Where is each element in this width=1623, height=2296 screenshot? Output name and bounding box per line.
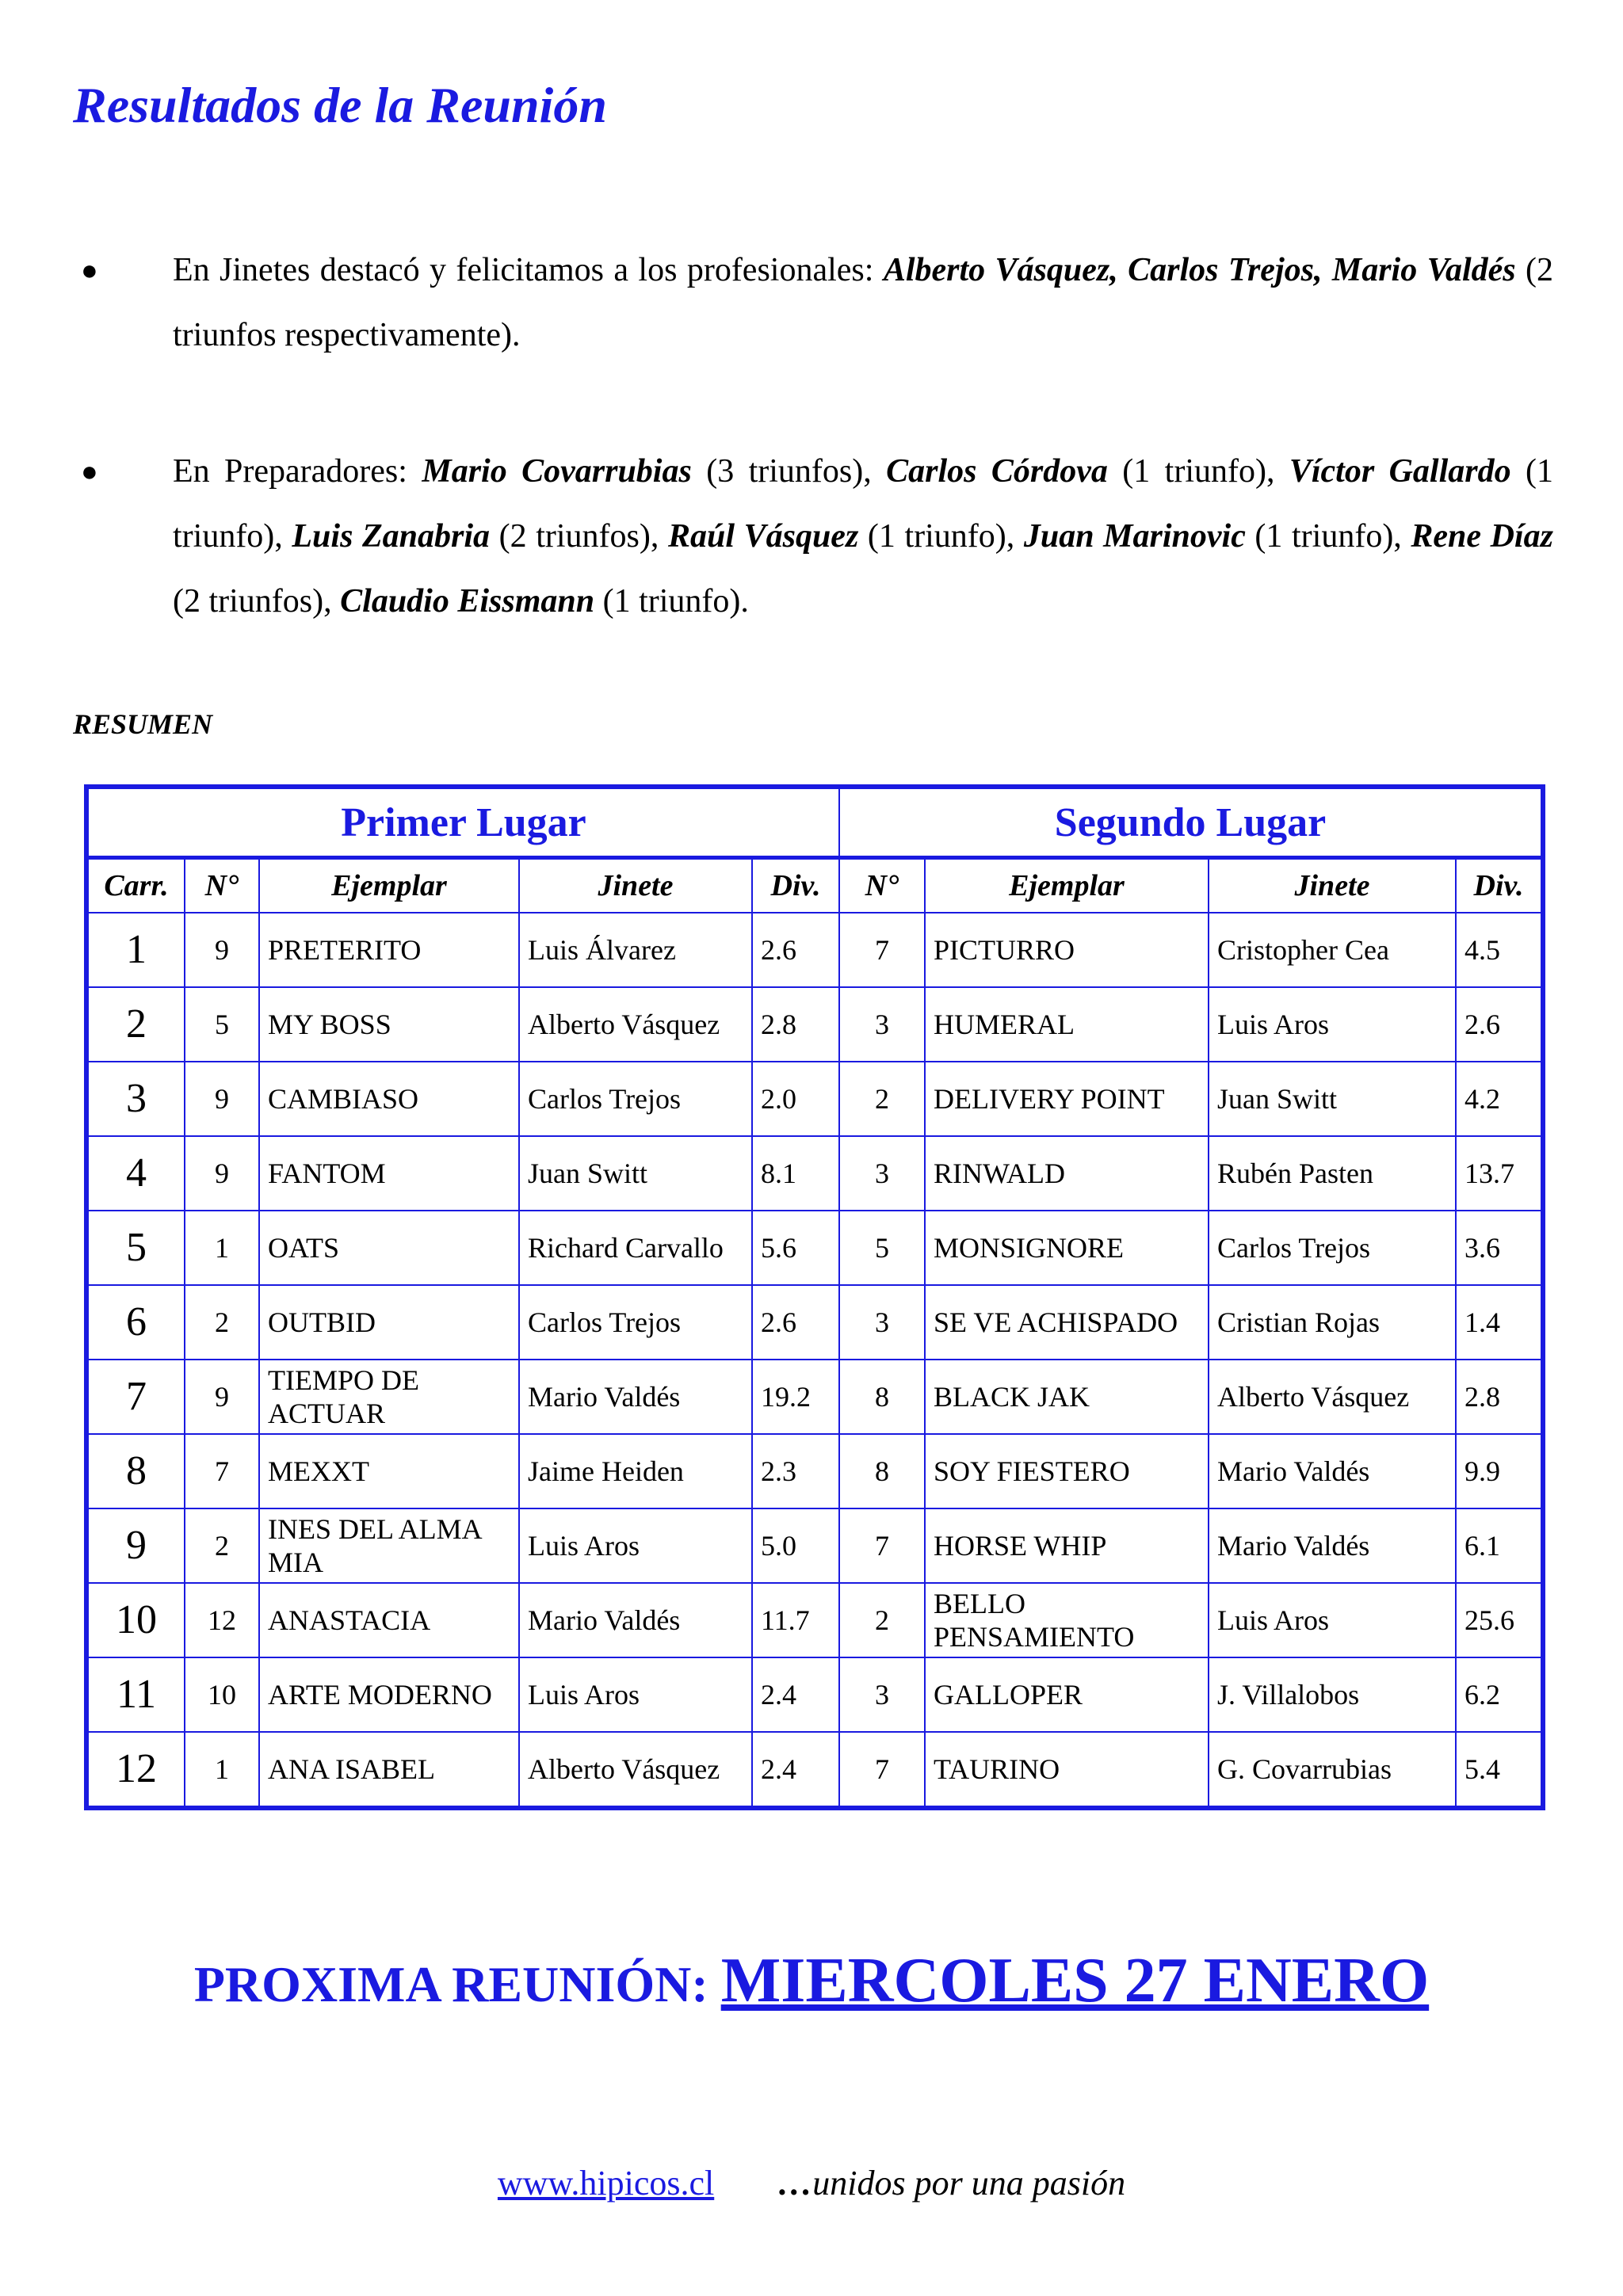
table-row (86, 1657, 1543, 1732)
results-body (86, 913, 1543, 1808)
bullet-text: (1 triunfo), (1245, 518, 1411, 555)
first-jockey: Carlos Trejos (519, 1285, 752, 1360)
first-dividend: 19.2 (752, 1360, 839, 1434)
horse-header: Ejemplar (925, 858, 1209, 913)
second-jockey: Cristopher Cea (1209, 913, 1456, 987)
first-horse-number: 9 (185, 1136, 259, 1211)
table-row (86, 1211, 1543, 1285)
first-horse: TIEMPO DE ACTUAR (259, 1360, 519, 1434)
second-horse-number: 2 (839, 1062, 925, 1136)
first-jockey: Alberto Vásquez (519, 1732, 752, 1808)
first-dividend: 2.3 (752, 1434, 839, 1508)
second-horse: SOY FIESTERO (925, 1434, 1209, 1508)
second-horse-number: 5 (839, 1211, 925, 1285)
trainer-name: Víctor Gallardo (1289, 453, 1511, 490)
second-horse-number: 3 (839, 1657, 925, 1732)
trainer-name: Juan Marinovic (1023, 518, 1246, 555)
second-jockey: G. Covarrubias (1209, 1732, 1456, 1808)
first-jockey: Juan Switt (519, 1136, 752, 1211)
second-horse: TAURINO (925, 1732, 1209, 1808)
first-dividend: 2.6 (752, 1285, 839, 1360)
bullet-icon: ● (81, 456, 98, 487)
footer (0, 2163, 1623, 2203)
race-number: 9 (86, 1508, 185, 1583)
bullet-text: (1 triunfo), (858, 518, 1024, 555)
table-row (86, 913, 1543, 987)
table-group-header (86, 787, 1543, 858)
bullet-text: (1 triunfo), (173, 453, 1553, 555)
next-meeting-label: PROXIMA REUNIÓN: (193, 1956, 721, 2012)
second-jockey: Mario Valdés (1209, 1434, 1456, 1508)
first-dividend: 5.0 (752, 1508, 839, 1583)
first-horse-number: 9 (185, 913, 259, 987)
first-horse: ARTE MODERNO (259, 1657, 519, 1732)
second-horse: BLACK JAK (925, 1360, 1209, 1434)
first-jockey: Luis Aros (519, 1657, 752, 1732)
first-jockey: Mario Valdés (519, 1583, 752, 1657)
second-jockey: Carlos Trejos (1209, 1211, 1456, 1285)
second-horse: RINWALD (925, 1136, 1209, 1211)
horse-header: Ejemplar (259, 858, 519, 913)
first-horse-number: 7 (185, 1434, 259, 1508)
number-header: N° (839, 858, 925, 913)
first-horse: OUTBID (259, 1285, 519, 1360)
first-horse-number: 10 (185, 1657, 259, 1732)
second-dividend: 9.9 (1456, 1434, 1543, 1508)
second-jockey: J. Villalobos (1209, 1657, 1456, 1732)
first-horse-number: 9 (185, 1062, 259, 1136)
next-meeting (0, 1945, 1623, 2017)
table-row (86, 987, 1543, 1062)
second-dividend: 2.6 (1456, 987, 1543, 1062)
race-number: 7 (86, 1360, 185, 1434)
bullet-text: (1 triunfo), (1107, 453, 1289, 490)
first-dividend: 2.8 (752, 987, 839, 1062)
first-jockey: Luis Aros (519, 1508, 752, 1583)
second-place-header: Segundo Lugar (839, 787, 1543, 858)
jockey-header: Jinete (519, 858, 752, 913)
first-jockey: Alberto Vásquez (519, 987, 752, 1062)
table-row (86, 1285, 1543, 1360)
bullet-text: (1 triunfo). (594, 583, 749, 620)
results-table (84, 784, 1545, 1810)
bullet-text: En Preparadores: (173, 453, 422, 490)
first-jockey: Mario Valdés (519, 1360, 752, 1434)
second-horse: MONSIGNORE (925, 1211, 1209, 1285)
first-horse-number: 1 (185, 1732, 259, 1808)
race-number: 12 (86, 1732, 185, 1808)
page-title: Resultados de la Reunión (73, 77, 607, 133)
second-horse-number: 8 (839, 1360, 925, 1434)
second-dividend: 4.2 (1456, 1062, 1543, 1136)
race-number: 5 (86, 1211, 185, 1285)
first-horse: PRETERITO (259, 913, 519, 987)
next-meeting-date: MIERCOLES 27 ENERO (720, 1946, 1430, 2016)
dividend-header: Div. (752, 858, 839, 913)
table-row (86, 1583, 1543, 1657)
second-horse: HORSE WHIP (925, 1508, 1209, 1583)
table-row (86, 1062, 1543, 1136)
first-dividend: 2.4 (752, 1732, 839, 1808)
second-horse: DELIVERY POINT (925, 1062, 1209, 1136)
jockeys-bullet (73, 238, 1553, 368)
second-horse-number: 8 (839, 1434, 925, 1508)
first-place-header: Primer Lugar (86, 787, 839, 858)
first-horse-number: 9 (185, 1360, 259, 1434)
second-jockey: Luis Aros (1209, 987, 1456, 1062)
first-horse: FANTOM (259, 1136, 519, 1211)
second-horse-number: 7 (839, 1508, 925, 1583)
dividend-header: Div. (1456, 858, 1543, 913)
second-dividend: 6.1 (1456, 1508, 1543, 1583)
second-horse: BELLO PENSAMIENTO (925, 1583, 1209, 1657)
second-horse: PICTURRO (925, 913, 1209, 987)
second-jockey: Luis Aros (1209, 1583, 1456, 1657)
trainer-name: Raúl Vásquez (667, 518, 859, 555)
first-jockey: Jaime Heiden (519, 1434, 752, 1508)
table-row (86, 1434, 1543, 1508)
second-horse-number: 2 (839, 1583, 925, 1657)
first-horse: MY BOSS (259, 987, 519, 1062)
race-header: Carr. (86, 858, 185, 913)
first-dividend: 2.0 (752, 1062, 839, 1136)
race-number: 6 (86, 1285, 185, 1360)
second-horse-number: 3 (839, 1285, 925, 1360)
race-number: 10 (86, 1583, 185, 1657)
table-row (86, 1508, 1543, 1583)
second-dividend: 25.6 (1456, 1583, 1543, 1657)
second-dividend: 6.2 (1456, 1657, 1543, 1732)
first-dividend: 2.4 (752, 1657, 839, 1732)
race-number: 3 (86, 1062, 185, 1136)
first-jockey: Carlos Trejos (519, 1062, 752, 1136)
first-dividend: 8.1 (752, 1136, 839, 1211)
bullet-text: (2 triunfos), (490, 518, 668, 555)
second-horse-number: 3 (839, 987, 925, 1062)
bullet-text: (2 triunfos), (173, 583, 341, 620)
second-dividend: 4.5 (1456, 913, 1543, 987)
jockey-header: Jinete (1209, 858, 1456, 913)
table-row (86, 1136, 1543, 1211)
second-horse-number: 7 (839, 1732, 925, 1808)
bullet-icon: ● (81, 254, 98, 286)
summary-label: RESUMEN (73, 708, 213, 740)
first-dividend: 5.6 (752, 1211, 839, 1285)
table-row (86, 1732, 1543, 1808)
second-dividend: 2.8 (1456, 1360, 1543, 1434)
first-dividend: 2.6 (752, 913, 839, 987)
first-horse: ANA ISABEL (259, 1732, 519, 1808)
first-horse-number: 2 (185, 1285, 259, 1360)
first-horse: INES DEL ALMA MIA (259, 1508, 519, 1583)
bullet-text: (3 triunfos), (691, 453, 887, 490)
trainer-name: Claudio Eissmann (340, 583, 595, 620)
second-dividend: 5.4 (1456, 1732, 1543, 1808)
first-jockey: Richard Carvallo (519, 1211, 752, 1285)
race-number: 11 (86, 1657, 185, 1732)
first-horse-number: 5 (185, 987, 259, 1062)
slogan: unidos por una pasión (812, 2164, 1126, 2203)
second-dividend: 13.7 (1456, 1136, 1543, 1211)
second-dividend: 3.6 (1456, 1211, 1543, 1285)
first-horse-number: 2 (185, 1508, 259, 1583)
bullet-text: (2 triunfos respectivamente). (173, 252, 1553, 353)
second-horse: HUMERAL (925, 987, 1209, 1062)
trainers-bullet (73, 439, 1553, 634)
table-row (86, 1360, 1543, 1434)
second-jockey: Cristian Rojas (1209, 1285, 1456, 1360)
race-number: 1 (86, 913, 185, 987)
race-number: 8 (86, 1434, 185, 1508)
first-dividend: 11.7 (752, 1583, 839, 1657)
number-header: N° (185, 858, 259, 913)
second-horse-number: 7 (839, 913, 925, 987)
first-horse: OATS (259, 1211, 519, 1285)
race-number: 4 (86, 1136, 185, 1211)
first-horse-number: 12 (185, 1583, 259, 1657)
second-jockey: Rubén Pasten (1209, 1136, 1456, 1211)
second-horse: GALLOPER (925, 1657, 1209, 1732)
jockey-names: Alberto Vásquez, Carlos Trejos, Mario Valdés (883, 252, 1516, 288)
trainer-name: Luis Zanabria (292, 518, 491, 555)
second-jockey: Alberto Vásquez (1209, 1360, 1456, 1434)
first-horse: ANASTACIA (259, 1583, 519, 1657)
table-column-header (86, 858, 1543, 913)
trainer-name: Carlos Córdova (886, 453, 1108, 490)
second-horse-number: 3 (839, 1136, 925, 1211)
second-jockey: Mario Valdés (1209, 1508, 1456, 1583)
trainer-name: Rene Díaz (1411, 518, 1553, 555)
trainer-name: Mario Covarrubias (422, 453, 692, 490)
second-horse: SE VE ACHISPADO (925, 1285, 1209, 1360)
first-horse-number: 1 (185, 1211, 259, 1285)
highlights-list (73, 238, 1553, 634)
first-horse: CAMBIASO (259, 1062, 519, 1136)
first-horse: MEXXT (259, 1434, 519, 1508)
bullet-text: En Jinetes destacó y felicitamos a los profesionales: (173, 252, 884, 288)
first-jockey: Luis Álvarez (519, 913, 752, 987)
website-link[interactable]: www.hipicos.cl (497, 2164, 715, 2203)
second-jockey: Juan Switt (1209, 1062, 1456, 1136)
second-dividend: 1.4 (1456, 1285, 1543, 1360)
ellipsis: … (777, 2164, 813, 2203)
race-number: 2 (86, 987, 185, 1062)
